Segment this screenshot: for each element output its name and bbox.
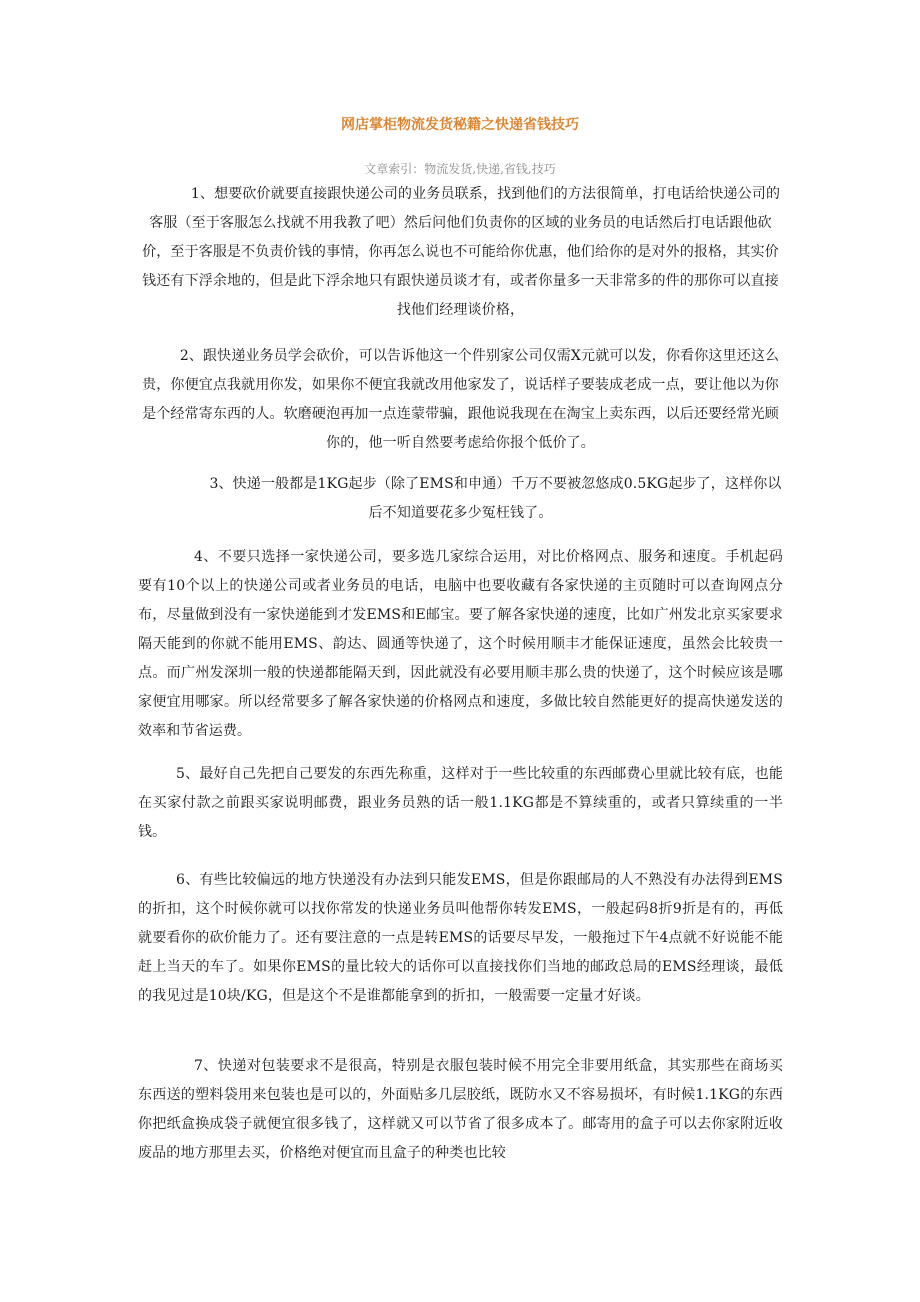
article-title: 网店掌柜物流发货秘籍之快递省钱技巧 (341, 117, 579, 133)
paragraph-4: 4、不要只选择一家快递公司，要多选几家综合运用，对比价格网点、服务和速度。手机起码要有10个以上的快递公司或者业务员的电话，电脑中也要收藏有各家快递的主页随时可以查询网点分布，尽量做到没有一家快递能到才发EMS和E邮宝。要了解各家快递的速度，比如广州发北京买家要求隔天能到的你就不能用EMS、韵达、圆通等快递了，这个时候用顺丰才能保证速度，虽然会比较贵一点。而广州发深圳一般的快递都能隔天到，因此就没有必要用顺丰那么贵的快递了，这个时候应该是哪家便宜用哪家。所以经常要多了解各家快递的价格网点和速度，多做比较自然能更好的提高快递发送的效率和节省运费。 (138, 549, 783, 739)
paragraph-5: 5、最好自己先把自己要发的东西先称重，这样对于一些比较重的东西邮费心里就比较有底，也能在买家付款之前跟买家说明邮费，跟业务员熟的话一般1.1KG都是不算续重的，或者只算续重的一半钱。 (138, 766, 783, 840)
article-index-tags: 文章索引：物流发货,快递,省钱,技巧 (364, 162, 556, 176)
paragraph-3: 3、快递一般都是1KG起步（除了EMS和申通）千万不要被忽悠成0.5KG起步了，这样你以后不知道要花多少冤枉钱了。 (209, 476, 782, 521)
paragraph-6: 6、有些比较偏远的地方快递没有办法到只能发EMS，但是你跟邮局的人不熟没有办法得到EMS的折扣，这个时候你就可以找你常发的快递业务员叫他帮你转发EMS，一般起码8折9折是有的，再低就要看你的砍价能力了。还有要注意的一点是转EMS的话要尽早发，一般拖过下午4点就不好说能不能赶上当天的车了。如果你EMS的量比较大的话你可以直接找你们当地的邮政总局的EMS经理谈，最低的我见过是10块/KG，但是这个不是谁都能拿到的折扣，一般需要一定量才好谈。 (138, 872, 783, 1004)
paragraph-2: 2、跟快递业务员学会砍价，可以告诉他这一个件别家公司仅需X元就可以发，你看你这里还这么贵，你便宜点我就用你发，如果你不便宜我就改用他家发了，说话样子要装成老成一点，要让他以为你是个经常寄东西的人。软磨硬泡再加一点连蒙带骗，跟他说我现在在淘宝上卖东西，以后还要经常光顾你的，他一听自然要考虑给你报个低价了。 (142, 348, 780, 451)
paragraph-1: 1、想要砍价就要直接跟快递公司的业务员联系，找到他们的方法很简单，打电话给快递公司的客服（至于客服怎么找就不用我教了吧）然后问他们负责你的区域的业务员的电话然后打电话跟他砍价，至于客服是不负责价钱的事情，你再怎么说也不可能给你优惠，他们给你的是对外的报格，其实价钱还有下浮余地的，但是此下浮余地只有跟快递员谈才有，或者你量多一天非常多的件的那你可以直接找他们经理谈价格， (142, 186, 781, 318)
paragraph-7: 7、快递对包装要求不是很高，特别是衣服包装时候不用完全非要用纸盒，其实那些在商场买东西送的塑料袋用来包装也是可以的，外面贴多几层胶纸，既防水又不容易损坏，有时候1.1KG的东西你把纸盒换成袋子就便宜很多钱了，这样就又可以节省了很多成本了。邮寄用的盒子可以去你家附近收废品的地方那里去买，价格绝对便宜而且盒子的种类也比较 (138, 1058, 783, 1161)
